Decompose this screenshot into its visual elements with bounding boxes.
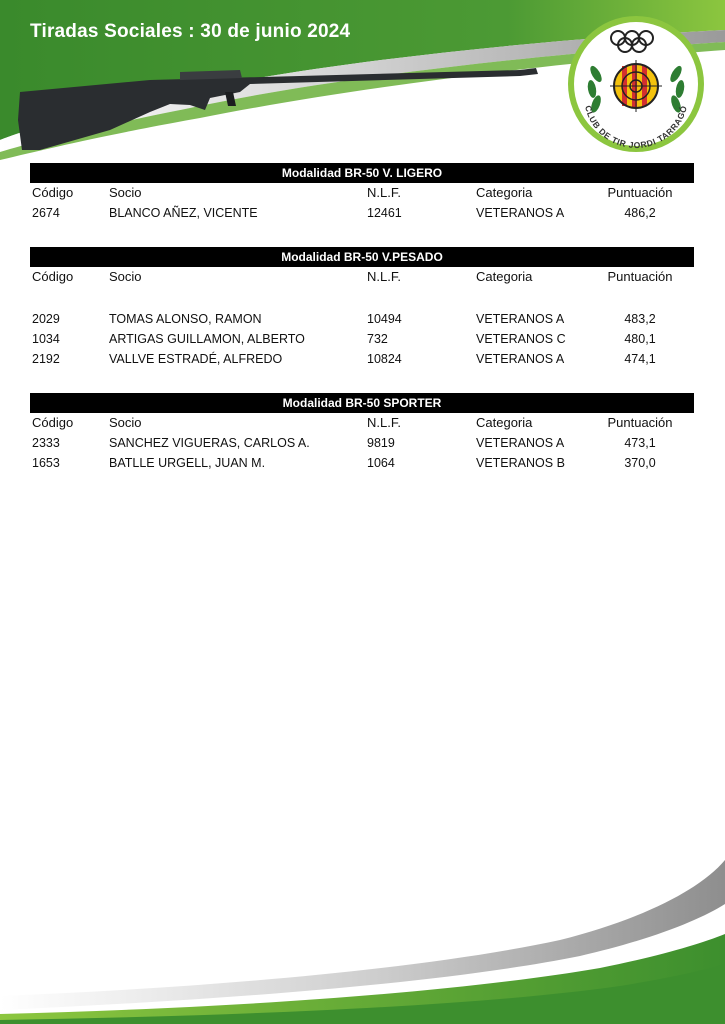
section-header: Modalidad BR-50 V. LIGERO bbox=[30, 163, 694, 183]
col-nlf-header: N.L.F. bbox=[367, 185, 401, 200]
section-sporter bbox=[30, 393, 694, 473]
cell-score: 483,2 bbox=[624, 312, 656, 326]
col-name-header: Socio bbox=[109, 185, 142, 200]
cell-name: VALLVE ESTRADÉ, ALFREDO bbox=[109, 352, 283, 366]
col-nlf-header: N.L.F. bbox=[367, 269, 401, 284]
page-title: Tiradas Sociales : 30 de junio 2024 bbox=[30, 21, 351, 42]
cell-score: 473,1 bbox=[624, 436, 656, 450]
table-row bbox=[30, 309, 694, 329]
cell-score: 486,2 bbox=[624, 206, 656, 220]
cell-code: 2029 bbox=[32, 312, 60, 326]
cell-code: 2333 bbox=[32, 436, 60, 450]
section-header: Modalidad BR-50 V.PESADO bbox=[30, 247, 694, 267]
col-code-header: Código bbox=[32, 185, 74, 200]
cell-category: VETERANOS A bbox=[476, 206, 565, 220]
column-header-row bbox=[30, 183, 694, 203]
col-name-header: Socio bbox=[109, 269, 142, 284]
cell-category: VETERANOS B bbox=[476, 456, 565, 470]
cell-nlf: 12461 bbox=[367, 206, 402, 220]
club-logo-text: CLUB DE TIR JORDI TARRAGÓ bbox=[583, 104, 690, 151]
cell-name: BLANCO AÑEZ, VICENTE bbox=[109, 206, 258, 220]
table-row bbox=[30, 329, 694, 349]
cell-score: 480,1 bbox=[624, 332, 656, 346]
cell-code: 1034 bbox=[32, 332, 60, 346]
col-category-header: Categoria bbox=[476, 185, 533, 200]
cell-category: VETERANOS A bbox=[476, 312, 565, 326]
cell-score: 370,0 bbox=[624, 456, 656, 470]
cell-name: ARTIGAS GUILLAMON, ALBERTO bbox=[109, 332, 305, 346]
cell-score: 474,1 bbox=[624, 352, 656, 366]
col-score-header: Puntuación bbox=[607, 415, 673, 430]
col-code-header: Código bbox=[32, 415, 74, 430]
footer-banner bbox=[0, 860, 725, 1024]
club-logo bbox=[566, 14, 706, 154]
table-row bbox=[30, 433, 694, 453]
cell-name: TOMAS ALONSO, RAMON bbox=[109, 312, 262, 326]
cell-name: BATLLE URGELL, JUAN M. bbox=[109, 456, 266, 470]
table-row bbox=[30, 453, 694, 473]
section-v-ligero bbox=[30, 163, 694, 223]
col-name-header: Socio bbox=[109, 415, 142, 430]
cell-name: SANCHEZ VIGUERAS, CARLOS A. bbox=[109, 436, 310, 450]
column-header-row bbox=[30, 267, 694, 287]
cell-category: VETERANOS A bbox=[476, 352, 565, 366]
cell-code: 2674 bbox=[32, 206, 60, 220]
cell-nlf: 9819 bbox=[367, 436, 395, 450]
col-score-header: Puntuación bbox=[607, 269, 673, 284]
section-v-pesado bbox=[30, 247, 694, 369]
cell-category: VETERANOS A bbox=[476, 436, 565, 450]
cell-nlf: 1064 bbox=[367, 456, 395, 470]
column-header-row bbox=[30, 413, 694, 433]
col-score-header: Puntuación bbox=[607, 185, 673, 200]
col-category-header: Categoria bbox=[476, 269, 533, 284]
col-code-header: Código bbox=[32, 269, 74, 284]
cell-code: 1653 bbox=[32, 456, 60, 470]
cell-nlf: 10494 bbox=[367, 312, 402, 326]
col-nlf-header: N.L.F. bbox=[367, 415, 401, 430]
cell-nlf: 732 bbox=[367, 332, 388, 346]
cell-category: VETERANOS C bbox=[476, 332, 566, 346]
cell-nlf: 10824 bbox=[367, 352, 402, 366]
col-category-header: Categoria bbox=[476, 415, 533, 430]
section-header: Modalidad BR-50 SPORTER bbox=[30, 393, 694, 413]
cell-code: 2192 bbox=[32, 352, 60, 366]
table-row bbox=[30, 349, 694, 369]
table-row bbox=[30, 203, 694, 223]
